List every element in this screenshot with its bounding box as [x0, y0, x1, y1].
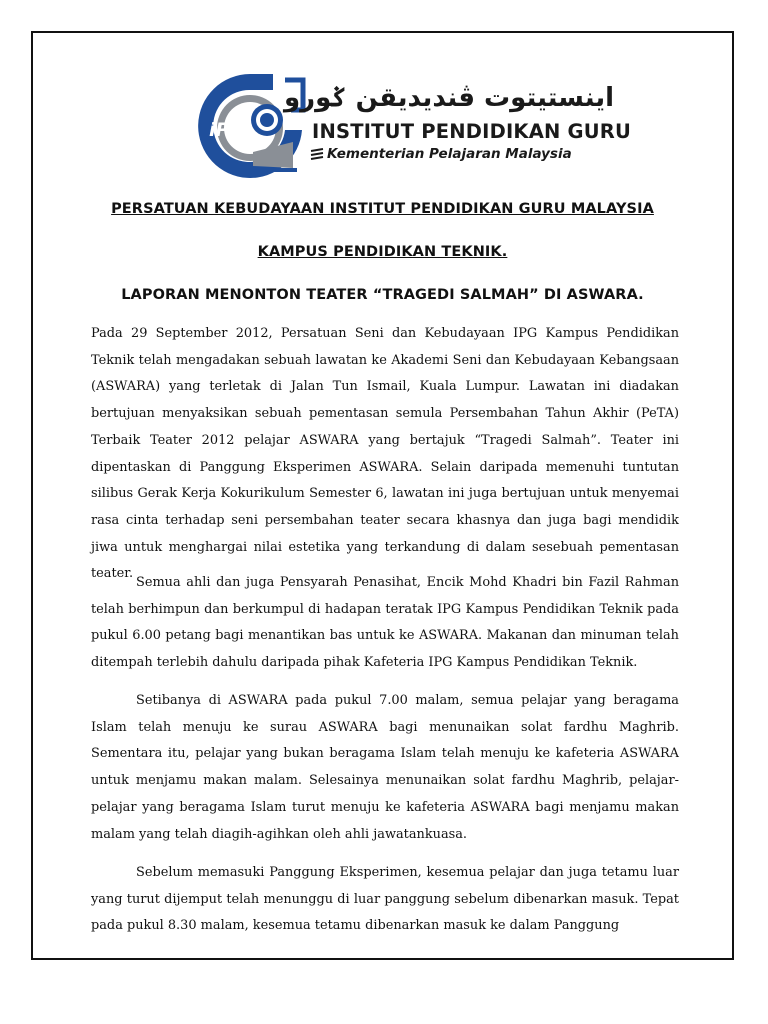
paragraph-entry: Sebelum memasuki Panggung Eksperimen, kesemua pelajar dan juga tetamu luar yang turut dijemput telah menunggu di luar panggung sebelum dibenarkan masuk. Tepat pada pukul 8.30 malam, kesemua tetamu dibenarkan masuk ke dalam Panggung — [91, 865, 679, 934]
campus-heading: KAMPUS PENDIDIKAN TEKNIK. — [257, 244, 508, 260]
logo-ministry-name: Kementerian Pelajaran Malaysia — [327, 146, 572, 162]
ipg-logo — [193, 68, 632, 188]
association-heading: PERSATUAN KEBUDAYAAN INSTITUT PENDIDIKAN GURU MALAYSIA — [111, 201, 654, 217]
paragraph-gathering: Semua ahli dan juga Pensyarah Penasihat, Encik Mohd Khadri bin Fazil Rahman telah berhimpun dan berkumpul di hadapan teratak IPG Kampus Pendidikan Teknik pada pukul 6.00 petang bagi menantikan bas untuk ke ASWARA. Makanan dan minuman telah ditempah terlebih dahulu daripada pihak Kafeteria IPG Kampus Pendidikan Teknik. — [91, 575, 679, 671]
jawi-script-title — [283, 74, 615, 116]
logo-jawi-text: اينستيتوت ڤنديديقن ݢورو — [283, 83, 615, 113]
paragraph-intro: Pada 29 September 2012, Persatuan Seni dan Kebudayaan IPG Kampus Pendidikan Teknik telah mengadakan sebuah lawatan ke Akademi Seni dan Kebudayaan Kebangsaan (ASWARA) yang terletak di Jalan Tun Ismail, Kuala Lumpur. Lawatan ini diadakan bertujuan menyaksikan sebuah pementasan semula Persembahan Tahun Akhir (PeTA) Terbaik Teater 2012 pelajar ASWARA yang bertajuk “Tragedi Salmah”. Teater ini dipentaskan di Panggung Eksperimen ASWARA. Selain daripada memenuhi tuntutan silibus Gerak Kerja Kokurikulum Semester 6, lawatan ini juga bertujuan untuk menyemai rasa cinta terhadap seni persembahan teater secara khasnya dan juga bagi mendidik jiwa untuk menghargai nilai estetika yang terkandung di dalam sesebuah pementasan teater. — [91, 326, 679, 582]
paragraph-arrival: Setibanya di ASWARA pada pukul 7.00 malam, semua pelajar yang beragama Islam telah menuju ke surau ASWARA bagi menunaikan solat fardhu Maghrib. Sementara itu, pelajar yang bukan beragama Islam telah menuju ke kafeteria ASWARA untuk menjamu makan malam. Selesainya menunaikan solat fardhu Maghrib, pelajar-pelajar yang beragama Islam turut menuju ke kafeteria ASWARA bagi menjamu makan malam yang telah diagih-agihkan oleh ahli jawatankuasa. — [91, 693, 679, 842]
logo-abbr: iPG — [209, 119, 246, 141]
page-frame — [31, 31, 734, 960]
report-title: LAPORAN MENONTON TEATER “TRAGEDI SALMAH” DI ASWARA. — [121, 287, 644, 303]
logo-stripes-icon — [309, 148, 325, 162]
logo-institute-name: INSTITUT PENDIDIKAN GURU — [312, 120, 632, 143]
